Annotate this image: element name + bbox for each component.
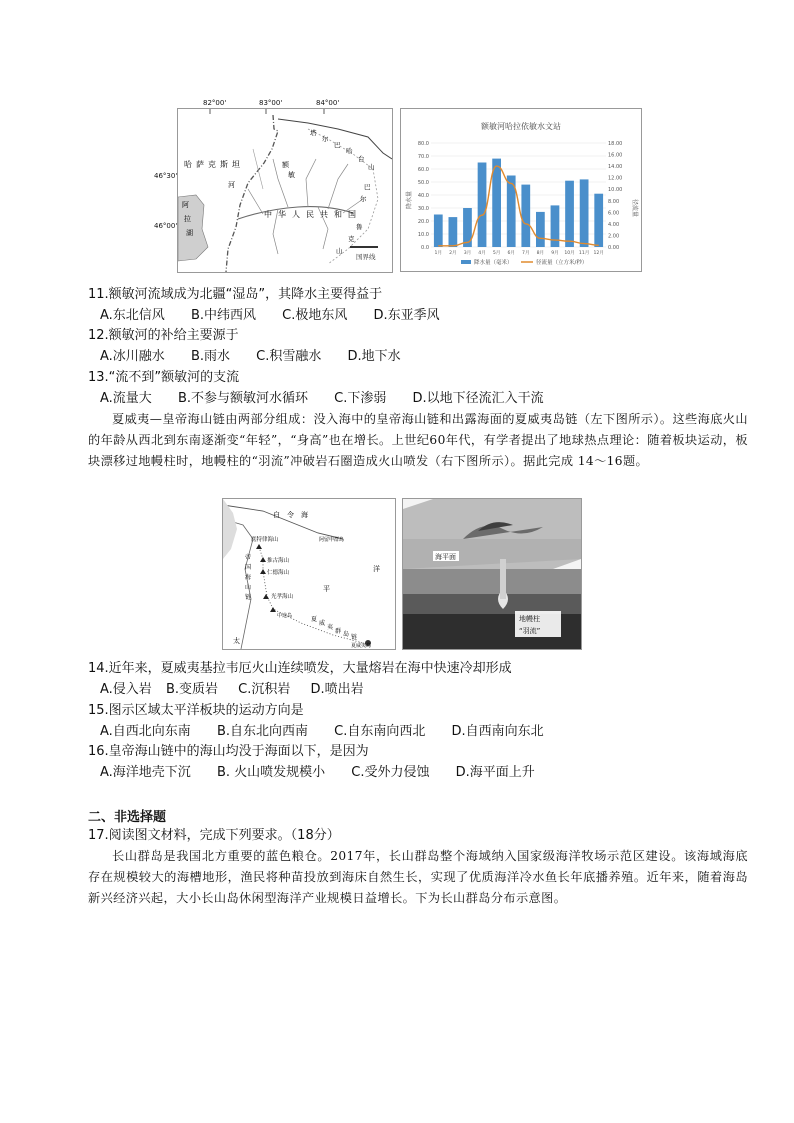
map-label: 链 — [351, 634, 358, 641]
q11-option-d[interactable]: D.东亚季风 — [373, 308, 440, 323]
xtick: 1月 — [434, 251, 443, 256]
map-label: 和 — [334, 210, 342, 219]
map-label: 国 — [245, 564, 252, 571]
bar — [478, 163, 487, 248]
legend-bar: 降水量（毫米） — [474, 260, 513, 266]
q14-options — [100, 681, 386, 698]
ytick-left: 30.0 — [417, 206, 429, 212]
ytick-right: 0.00 — [608, 245, 620, 251]
bar — [449, 217, 458, 247]
chart-title: 额敏河哈拉依敏水文站 — [481, 122, 561, 131]
q13-option-b[interactable]: B.不参与额敏河水循环 — [177, 391, 309, 406]
map-label: 夏 — [311, 616, 318, 623]
xtick: 10月 — [564, 251, 575, 256]
map-label: 山 — [336, 247, 343, 255]
q17-text: 长山群岛是我国北方重要的蓝色粮仓。2017年，长山群岛整个海域纳入国家级海洋牧场示范区建设。该海域海底存在规模较大的海槽地形，渔民将种苗投放到海床自然生长，实现了优质海洋冷水鱼长年底播养殖。近年来，随着海岛新兴经济兴起，大小长山岛休闲型海洋产业规模日益增长。下为长山群岛分布示意图。 — [88, 849, 748, 905]
ytick-left: 60.0 — [417, 167, 429, 173]
map-label: 坦 — [232, 160, 240, 169]
map-label: 湖 — [186, 229, 193, 237]
map-label: 巴 — [334, 141, 341, 149]
map-label: 阿留申群岛 — [319, 537, 345, 543]
ytick-right: 2.00 — [608, 233, 620, 240]
xtick: 9月 — [551, 251, 559, 256]
q15-option-d[interactable]: D.自西南向东北 — [451, 724, 544, 739]
bar — [580, 179, 589, 247]
map-label: 仁德海山 — [267, 570, 290, 576]
bar — [565, 181, 574, 247]
xtick: 11月 — [578, 251, 590, 256]
map-label: 太 — [233, 637, 240, 645]
ylabel-right: 径流量 — [631, 199, 638, 218]
map-label: 敏 — [288, 171, 295, 179]
q12-stem: 12.额敏河的补给主要源于 — [88, 328, 239, 343]
map-label: 海 — [301, 511, 308, 519]
map-label: 夏威夷岛 — [351, 643, 372, 649]
q16-stem: 16.皇帝海山链中的海山均没于海面以下，是因为 — [88, 744, 369, 759]
ytick-left: 80.0 — [417, 141, 429, 147]
ytick-left: 40.0 — [417, 193, 429, 199]
map-label: 链 — [245, 594, 252, 601]
q11-stem: 11.额敏河流域成为北疆“湿岛”，其降水主要得益于 — [88, 287, 383, 302]
q11-option-b[interactable]: B.中纬西风 — [190, 308, 257, 323]
map-label: 岛 — [343, 631, 350, 638]
q15-options — [100, 723, 566, 740]
emin-river-map — [177, 108, 393, 273]
map-label: 巴 — [364, 183, 371, 191]
ylabel-left: 降水量 — [406, 190, 413, 209]
q12-options — [100, 348, 423, 365]
map-label: 尔 — [360, 195, 367, 203]
map-label: 白 — [273, 511, 280, 519]
ytick-left: 20.0 — [417, 219, 429, 225]
map-label: 人 — [292, 210, 300, 219]
map-label: 推古海山 — [267, 558, 290, 564]
map-label: 帝 — [245, 554, 252, 561]
plume-label-2: “羽流” — [519, 627, 541, 635]
map-label: 山 — [368, 163, 375, 171]
section-title: 二、非选择题 — [88, 810, 167, 825]
q11-option-a[interactable]: A.东北信风 — [100, 308, 165, 323]
ytick-right: 6.00 — [608, 210, 620, 217]
lon-label: 83°00' — [259, 99, 283, 107]
q16-option-d[interactable]: D.海平面上升 — [455, 765, 535, 780]
ytick-right: 14.00 — [608, 164, 623, 171]
q16-option-b[interactable]: B. 火山喷发规模小 — [216, 765, 326, 780]
lat-label: 46°00' — [154, 222, 178, 230]
xtick: 3月 — [463, 251, 472, 256]
q16-option-c[interactable]: C.受外力侵蚀 — [351, 765, 430, 780]
map-label: 令 — [287, 511, 294, 519]
q14-option-b[interactable]: B.变质岩 — [165, 682, 219, 697]
q13-option-d[interactable]: D.以地下径流汇入干流 — [412, 391, 544, 406]
map-label: 尔 — [322, 135, 329, 143]
sea-level-label: 海平面 — [435, 553, 456, 561]
bar — [536, 212, 545, 247]
map-label: 华 — [278, 210, 286, 219]
q13-option-c[interactable]: C.下渗弱 — [334, 391, 387, 406]
xtick: 12月 — [593, 251, 604, 256]
map-label: 洋 — [373, 565, 380, 573]
map-label: 山 — [245, 584, 252, 591]
ytick-right: 16.00 — [608, 152, 623, 159]
q16-options — [100, 764, 557, 781]
xtick: 8月 — [536, 251, 545, 256]
map-label: 拉 — [184, 215, 191, 223]
legend-bar-swatch — [461, 260, 471, 264]
map-label: 阿 — [182, 201, 189, 209]
xtick: 6月 — [507, 251, 515, 256]
ytick-left: 70.0 — [417, 154, 429, 160]
map-label: 中途岛 — [277, 613, 293, 619]
map-label: 威 — [319, 620, 326, 627]
map-label: 斯 — [220, 160, 228, 169]
q12-option-c[interactable]: C.积雪融水 — [256, 349, 322, 364]
q14-option-d[interactable]: D.喷出岩 — [310, 682, 364, 697]
q17-stem: 17.阅读图文材料，完成下列要求。（18分） — [88, 828, 340, 843]
q16-option-a[interactable]: A.海洋地壳下沉 — [100, 765, 191, 780]
map-label: 河 — [228, 181, 235, 189]
lon-label: 82°00' — [203, 99, 227, 107]
map-label: 共 — [320, 210, 328, 219]
plume-label: 地幔柱 — [519, 615, 540, 623]
ytick-left: 10.0 — [417, 232, 429, 238]
map-label: 鲁 — [356, 223, 363, 231]
map-label: 台 — [358, 155, 365, 163]
map-label: 群 — [335, 628, 342, 635]
ytick-right: 12.00 — [608, 175, 623, 182]
map-label: 底特律海山 — [251, 537, 279, 543]
mantle-plume-diagram — [402, 498, 582, 650]
ytick-left: 50.0 — [417, 180, 429, 186]
map-label: 国 — [348, 210, 356, 219]
ytick-right: 18.00 — [608, 141, 623, 147]
ytick-right: 4.00 — [608, 221, 620, 228]
map-label: 海 — [245, 574, 252, 581]
q15-option-a[interactable]: A.自西北向东南 — [100, 724, 191, 739]
q11-option-c[interactable]: C.极地东风 — [282, 308, 348, 323]
q13-options — [100, 390, 566, 407]
q12-option-d[interactable]: D.地下水 — [347, 349, 401, 364]
legend-border: 国界线 — [356, 253, 376, 261]
q14-stem: 14.近年来，夏威夷基拉韦厄火山连续喷发，大量熔岩在海中快速冷却形成 — [88, 661, 512, 676]
lon-label: 84°00' — [316, 99, 340, 107]
map-label: 民 — [306, 210, 314, 219]
chart-svg — [401, 109, 641, 271]
q14-option-a[interactable]: A.侵入岩 — [100, 682, 152, 697]
bar — [521, 185, 530, 247]
map-label: 光孝海山 — [271, 594, 294, 600]
ytick-left: 0.0 — [421, 245, 429, 251]
q13-stem: 13.“流不到”额敏河的支流 — [88, 370, 240, 385]
q12-option-b[interactable]: B.雨水 — [190, 349, 231, 364]
map-label: 克 — [348, 235, 355, 243]
map-label: 中 — [264, 210, 272, 219]
ytick-right: 10.00 — [608, 187, 623, 194]
xtick: 4月 — [478, 251, 486, 256]
lat-label: 46°30' — [154, 172, 178, 180]
map-label: 平 — [323, 585, 330, 593]
map-label: 夷 — [327, 624, 334, 631]
map-label: 额 — [282, 161, 289, 169]
q15-stem: 15.图示区域太平洋板块的运动方向是 — [88, 703, 304, 718]
hawaii-intro: 夏威夷—皇帝海山链由两部分组成：没入海中的皇帝海山链和出露海面的夏威夷岛链（左下图所示）。这些海底火山的年龄从西北到东南逐渐变“年轻”，“身高”也在增长。上世纪60年代，有学者提出了地球热点理论：随着板块运动，板块漂移过地幔柱时，地幔柱的“羽流”冲破岩石圈造成火山喷发（右下图所示）。据此完成 14～16题。 — [88, 412, 748, 468]
q11-options — [100, 307, 462, 324]
q13-option-a[interactable]: A.流量大 — [100, 391, 152, 406]
legend-line: 径流量（立方米/秒） — [536, 260, 588, 266]
xtick: 5月 — [492, 251, 501, 256]
map-label: 哈 — [184, 160, 192, 169]
q15-option-b[interactable]: B.自东北向西南 — [216, 724, 309, 739]
hydrology-chart — [400, 108, 642, 272]
q12-option-a[interactable]: A.冰川融水 — [100, 349, 165, 364]
bar — [434, 215, 443, 248]
map-label: 塔 — [310, 129, 317, 137]
q14-option-c[interactable]: C.沉积岩 — [238, 682, 291, 697]
xtick: 2月 — [449, 251, 457, 256]
map-label: 克 — [208, 160, 216, 169]
map-label: 萨 — [196, 160, 204, 169]
xtick: 7月 — [522, 251, 530, 256]
hawaii-emperor-map — [222, 498, 396, 650]
bar — [594, 194, 603, 247]
ytick-right: 8.00 — [608, 198, 620, 205]
q15-option-c[interactable]: C.自东南向西北 — [334, 724, 426, 739]
map-label: 哈 — [346, 147, 353, 155]
